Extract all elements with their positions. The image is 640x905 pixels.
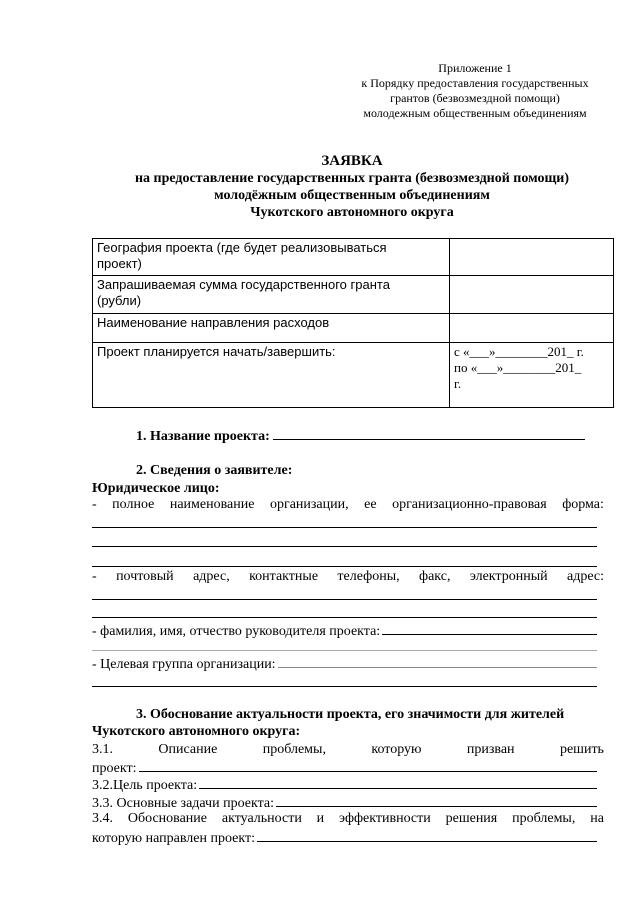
full-name-prompt [92, 496, 604, 513]
full-name-prompt-word: полное [112, 497, 155, 512]
problem-description-prompt-word: Описание [158, 742, 218, 757]
expense-direction-value-cell[interactable] [450, 314, 614, 343]
relevance-justification-row [92, 828, 604, 847]
table-row-project-dates [93, 343, 614, 408]
project-info-table [92, 238, 614, 408]
problem-description-prompt-word: 3.1. [92, 742, 113, 757]
postal-address-prompt [92, 568, 604, 585]
geography-label [93, 239, 450, 276]
full-name-prompt-word: ее [364, 497, 377, 512]
relevance-justification-cont: которую направлен проект: [92, 831, 255, 846]
postal-address-line-2[interactable] [92, 617, 597, 618]
relevance-justification-prompt [92, 810, 604, 827]
project-dates-label: Проект планируется начать/завершить: [93, 343, 450, 408]
full-name-prompt-word: - [92, 497, 97, 512]
section-2-title: 2. Сведения о заявителе: [136, 463, 293, 478]
amount-label-line-1: Запрашиваемая сумма государственного гранта [97, 277, 390, 292]
section-3-title-line-2: Чукотского автономного округа: [92, 724, 301, 739]
problem-description-field[interactable] [139, 758, 597, 772]
table-row-expense-direction [93, 314, 614, 343]
postal-address-prompt-word: адрес: [566, 569, 604, 584]
relevance-justification-prompt-word: проблемы, [512, 811, 576, 826]
relevance-justification-field[interactable] [257, 828, 597, 842]
project-goal-row [92, 775, 604, 794]
postal-address-prompt-word: телефоны, [337, 569, 400, 584]
target-group-field[interactable] [278, 654, 597, 668]
expense-direction-label: Наименование направления расходов [93, 314, 450, 343]
target-group-row [92, 654, 604, 673]
geography-label-line-1: География проекта (где будет реализовываться [97, 240, 387, 255]
relevance-justification-prompt-word: актуальности [221, 811, 302, 826]
project-dates-value-cell[interactable] [450, 343, 614, 408]
full-name-line-1[interactable] [92, 527, 597, 528]
geography-value-cell[interactable] [450, 239, 614, 276]
postal-address-line-1[interactable] [92, 599, 597, 600]
manager-field[interactable] [382, 621, 597, 635]
full-name-prompt-word: наименование [169, 497, 255, 512]
end-date-field: по «___»________201_ [454, 360, 582, 375]
relevance-justification-prompt-word: решения [445, 811, 498, 826]
manager-line-2[interactable] [92, 650, 597, 651]
problem-description-prompt-word: решить [559, 742, 604, 757]
postal-address-prompt-word: адрес, [193, 569, 230, 584]
problem-description-prompt-word: проблемы, [262, 742, 326, 757]
project-tasks-field[interactable] [276, 793, 597, 807]
full-name-prompt-word: организации, [269, 497, 349, 512]
document-title [92, 153, 612, 221]
relevance-justification-prompt-word: 3.4. [92, 811, 113, 826]
section-1-title: 1. Название проекта: [136, 429, 270, 444]
amount-label [93, 276, 450, 314]
appendix-line-4: молодежным общественным объединениям [363, 106, 587, 120]
title-line-1: ЗАЯВКА [321, 153, 383, 169]
relevance-justification-prompt-word: на [590, 811, 604, 826]
start-date-field: с «___»________201_ г. [454, 344, 584, 359]
legal-entity-heading: Юридическое лицо: [92, 481, 220, 496]
title-line-4: Чукотского автономного округа [250, 205, 454, 220]
postal-address-prompt-word: факс, [419, 569, 451, 584]
title-line-2: на предоставление государственных гранта (безвозмездной помощи) [134, 171, 570, 186]
amount-label-line-2: (рубли) [97, 293, 142, 308]
relevance-justification-prompt-word: Обоснование [127, 811, 207, 826]
problem-description-prompt-word: призван [466, 742, 515, 757]
title-line-3: молодёжным общественным объединениям [214, 188, 490, 203]
project-name-field[interactable] [273, 426, 585, 440]
project-tasks-label: 3.3. Основные задачи проекта: [92, 796, 274, 811]
postal-address-prompt-word: - [92, 569, 97, 584]
section-1-project-name [136, 426, 606, 445]
relevance-justification-prompt-word: и [316, 811, 325, 826]
end-date-field-tail: г. [454, 376, 462, 391]
table-row-geography [93, 239, 614, 276]
postal-address-prompt-word: контактные [249, 569, 319, 584]
section-3-title [92, 706, 604, 740]
full-name-prompt-word: организационно-правовая [392, 497, 547, 512]
appendix-line-1: Приложение 1 [438, 61, 512, 75]
appendix-header [350, 61, 600, 121]
appendix-line-2: к Порядку предоставления государственных [361, 76, 589, 90]
postal-address-prompt-word: электронный [469, 569, 548, 584]
appendix-line-3: грантов (безвозмездной помощи) [390, 91, 560, 105]
relevance-justification-prompt-word: эффективности [339, 811, 431, 826]
manager-row [92, 621, 604, 640]
target-group-line-2[interactable] [92, 686, 597, 687]
full-name-line-3[interactable] [92, 566, 597, 567]
problem-description-cont: проект: [92, 761, 137, 776]
target-group-prompt: - Целевая группа организации: [92, 657, 276, 672]
problem-description-prompt [92, 741, 604, 758]
full-name-line-2[interactable] [92, 546, 597, 547]
project-goal-field[interactable] [199, 775, 597, 789]
section-3-title-line-1: 3. Обоснование актуальности проекта, его значимости для жителей [136, 707, 565, 722]
postal-address-prompt-word: почтовый [116, 569, 174, 584]
geography-label-line-2: проект) [97, 256, 142, 271]
full-name-prompt-word: форма: [562, 497, 604, 512]
project-goal-label: 3.2.Цель проекта: [92, 778, 198, 793]
table-row-amount [93, 276, 614, 314]
problem-description-prompt-word: которую [371, 742, 422, 757]
manager-prompt: - фамилия, имя, отчество руководителя проекта: [92, 624, 381, 639]
amount-value-cell[interactable] [450, 276, 614, 314]
